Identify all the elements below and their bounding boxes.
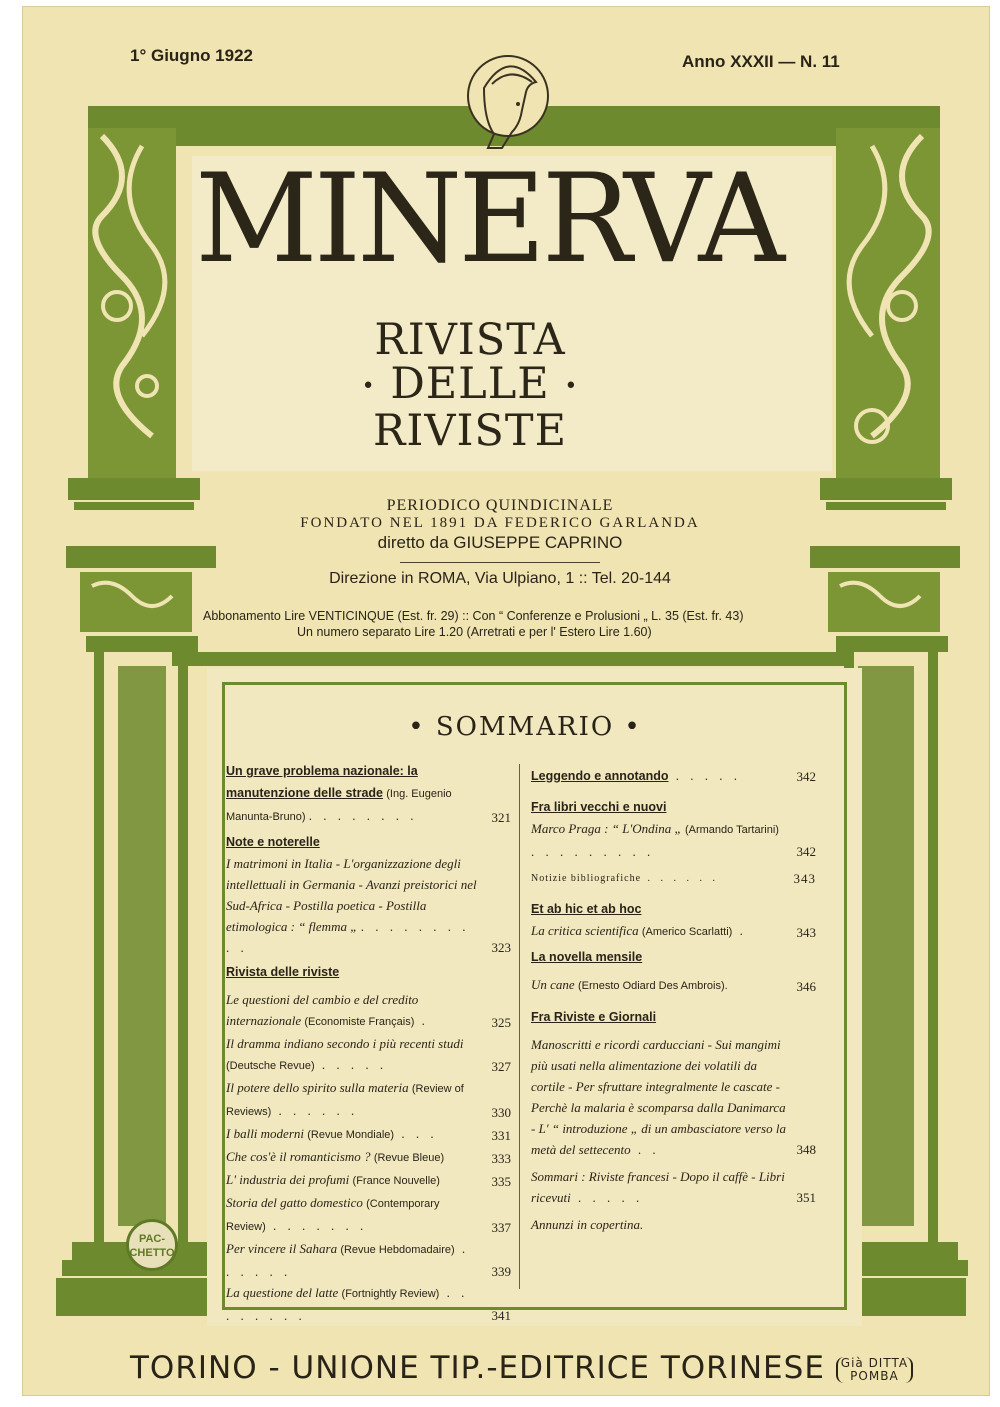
issue-number: Anno XXXII — N. 11 <box>682 52 840 71</box>
subtitle-line2: DELLE <box>390 359 550 409</box>
divider <box>400 562 600 563</box>
abbonamento: Abbonamento Lire VENTICINQUE (Est. fr. 29) :: Con “ Conferenze e Prolusioni „ L. 35 (Est. fr. 43) <box>203 609 744 623</box>
entry-title: La critica scientifica <box>531 923 639 938</box>
section-heading: Un grave problema nazionale: la manutenzione delle strade <box>226 764 418 800</box>
entry-title: Sommari : Riviste francesi - Dopo il caffè - Libri ricevuti <box>531 1169 785 1205</box>
section-heading: Rivista delle riviste <box>226 965 340 979</box>
entry-title: Che cos'è il romanticismo ? <box>226 1149 371 1164</box>
ornament-dot-left: • <box>361 374 376 399</box>
page-number: 333 <box>491 1151 511 1166</box>
publisher-name: TORINO - UNIONE TIP.-EDITRICE TORINESE <box>130 1350 825 1386</box>
entry-title: L' industria dei profumi <box>226 1172 350 1187</box>
publication-info <box>220 497 780 589</box>
column-divider <box>519 764 520 1289</box>
numero-separato: Un numero separato Lire 1.20 (Arretrati e per l' Estero Lire 1.60) <box>297 625 652 639</box>
entry-source: (Americo Scarlatti) <box>641 926 733 938</box>
page-number: 351 <box>796 1190 816 1205</box>
list-item <box>226 1146 511 1169</box>
entry-title: Manoscritti e ricordi carducciani - Sui mangimi più usati nella alimentazione dei volatili da cortile - Per sfruttare integralmente le cascate - Perchè la malaria è scomparsa dalla Danimarca - L' “ introduzione „ di un ambasciatore verso la metà del settecento <box>531 1037 786 1157</box>
page-number: 323 <box>491 940 511 955</box>
list-item: Manoscritti e ricordi carducciani - Sui mangimi più usati nella alimentazione dei volatili da cortile - Per sfruttare integralmente le cascate - Perchè la malaria è scomparsa dalla Danimarca - L' “ introduzione „ di un ambasciatore verso la metà del settecento . . 348 <box>531 1034 816 1160</box>
page-number: 331 <box>491 1128 511 1143</box>
entry-title: Notizie bibliografiche <box>531 873 642 884</box>
entry-source: (Revue Hebdomadaire) <box>340 1244 455 1256</box>
list-item: Leggendo e annotando . . . . . 342 <box>531 765 816 787</box>
list-item: Per vincere il Sahara (Revue Hebdomadaire) . . . . . . 339 <box>226 1238 511 1282</box>
publisher-footer <box>130 1350 930 1386</box>
entry-source: (Review of Reviews) <box>226 1083 464 1118</box>
list-item: Notizie bibliografiche . . . . . . 343 <box>531 868 816 889</box>
periodico: PERIODICO QUINDICINALE <box>386 497 614 514</box>
page-number: 342 <box>796 844 816 859</box>
sommario-right-column <box>531 765 816 1235</box>
page-number: 335 <box>491 1174 511 1189</box>
page-number: 341 <box>491 1308 511 1323</box>
page-number: 339 <box>491 1264 511 1279</box>
subscription-info <box>203 608 823 640</box>
list-item: Storia del gatto domestico (Contemporary Review) . . . . . . . 337 <box>226 1192 511 1238</box>
page-number: 343 <box>793 871 816 886</box>
list-item: Le questioni del cambio e del credito internazionale (Economiste Français) . 325 <box>226 989 511 1033</box>
printer-stamp <box>126 1219 178 1271</box>
sommario-title: • SOMMARIO • <box>408 712 642 742</box>
page-number: 337 <box>491 1220 511 1235</box>
list-item <box>531 974 816 997</box>
page-number: 327 <box>491 1059 511 1074</box>
sommario-left-column <box>226 760 511 1326</box>
masthead-title: MINERVA <box>194 148 782 291</box>
gia-line1: Già DITTA <box>840 1355 909 1370</box>
list-item: Sommari : Riviste francesi - Dopo il caffè - Libri ricevuti . . . . . 351 <box>531 1166 816 1208</box>
entry-source: (Fortnightly Review) <box>341 1288 440 1300</box>
stamp-line1: PAC- <box>138 1233 166 1245</box>
entry-title: Marco Praga : “ L'Ondina „ <box>531 821 682 836</box>
annunzi: Annunzi in copertina. <box>531 1217 644 1232</box>
section-heading: Fra Riviste e Giornali <box>531 1010 657 1024</box>
list-item: Un grave problema nazionale: la manutenzione delle strade (Ing. Eugenio Manunta-Bruno) . . . . . . . . 321 <box>226 760 511 828</box>
subtitle-line2-wrap <box>300 359 640 409</box>
entry-source: (France Nouvelle) <box>352 1175 440 1187</box>
entry-title: Il dramma indiano secondo i più recenti studi <box>226 1036 464 1051</box>
section-heading: Fra libri vecchi e nuovi <box>531 800 667 814</box>
entry-source: (Armando Tartarini) <box>684 824 779 836</box>
subtitle-line1: RIVISTA <box>374 315 566 365</box>
entry-source: (Contemporary Review) <box>226 1198 440 1233</box>
list-item: I matrimoni in Italia - L'organizzazione degli intellettuali in Germania - Avanzi preistorici nel Sud-Africa - Postilla poetica - Postilla etimologica : “ flemma „ . . . . . . . . . . 323 <box>226 853 511 958</box>
page-number: 325 <box>491 1015 511 1030</box>
list-item: I balli moderni (Revue Mondiale) . . . 331 <box>226 1123 511 1146</box>
section-heading: Et ab hic et ab hoc <box>531 902 642 916</box>
diretto: diretto da GIUSEPPE CAPRINO <box>377 533 623 552</box>
entry-source: (Economiste Français) <box>304 1016 415 1028</box>
entry-title: Storia del gatto domestico <box>226 1195 363 1210</box>
sommario-title-text: SOMMARIO <box>435 712 615 742</box>
entry-source: (Ing. Eugenio Manunta-Bruno) <box>226 788 452 823</box>
entry-title: I matrimoni in Italia - L'organizzazione degli intellettuali in Germania - Avanzi preistorici nel Sud-Africa - Postilla poetica - Postilla etimologica : “ flemma „ <box>226 856 477 934</box>
entry-title: Per vincere il Sahara <box>226 1241 338 1256</box>
entry-source: (Revue Mondiale) <box>307 1129 395 1141</box>
list-item: La critica scientifica (Americo Scarlatti) . 343 <box>531 920 816 943</box>
page-number: 346 <box>796 979 816 994</box>
masthead-subtitle <box>300 315 640 456</box>
minerva-head-icon <box>460 48 556 160</box>
entry-title: La questione del latte <box>226 1285 339 1300</box>
list-item: Marco Praga : “ L'Ondina „ (Armando Tartarini) . . . . . . . . . 342 <box>531 818 816 862</box>
ornament-dot-right: • <box>564 374 579 399</box>
issue-date: 1° Giugno 1922 <box>130 46 254 65</box>
page-number: 342 <box>796 769 816 784</box>
gia-line2: POMBA <box>850 1368 899 1383</box>
section-heading: Leggendo e annotando <box>531 769 669 783</box>
subtitle-line3: RIVISTE <box>373 406 567 456</box>
section-heading: La novella mensile <box>531 950 643 964</box>
list-item: Il dramma indiano secondo i più recenti studi (Deutsche Revue) . . . . . 327 <box>226 1033 511 1077</box>
entry-title: Le questioni del cambio e del credito internazionale <box>226 992 419 1028</box>
entry-title: Un cane <box>531 977 575 992</box>
list-item: La questione del latte (Fortnightly Review) . . . . . . . . 341 <box>226 1282 511 1326</box>
stamp-line2: CHETTO <box>129 1247 175 1259</box>
gia-ditta-badge <box>836 1357 913 1383</box>
entry-title: I balli moderni <box>226 1126 304 1141</box>
entry-source: (Revue Bleue) <box>373 1152 445 1164</box>
page-number: 348 <box>796 1142 816 1157</box>
list-item: Il potere dello spirito sulla materia (Review of Reviews) . . . . . . 330 <box>226 1077 511 1123</box>
entry-title: Il potere dello spirito sulla materia <box>226 1080 409 1095</box>
entry-source: (Ernesto Odiard Des Ambrois). <box>577 980 728 992</box>
page-number: 321 <box>491 810 511 825</box>
direzione: Direzione in ROMA, Via Ulpiano, 1 :: Tel. 20-144 <box>329 570 671 587</box>
entry-source: (Deutsche Revue) <box>226 1060 315 1072</box>
section-heading: Note e noterelle <box>226 835 320 849</box>
list-item <box>226 1169 511 1192</box>
page-number: 343 <box>796 925 816 940</box>
fondato: FONDATO NEL 1891 DA FEDERICO GARLANDA <box>300 515 700 531</box>
page-number: 330 <box>491 1105 511 1120</box>
